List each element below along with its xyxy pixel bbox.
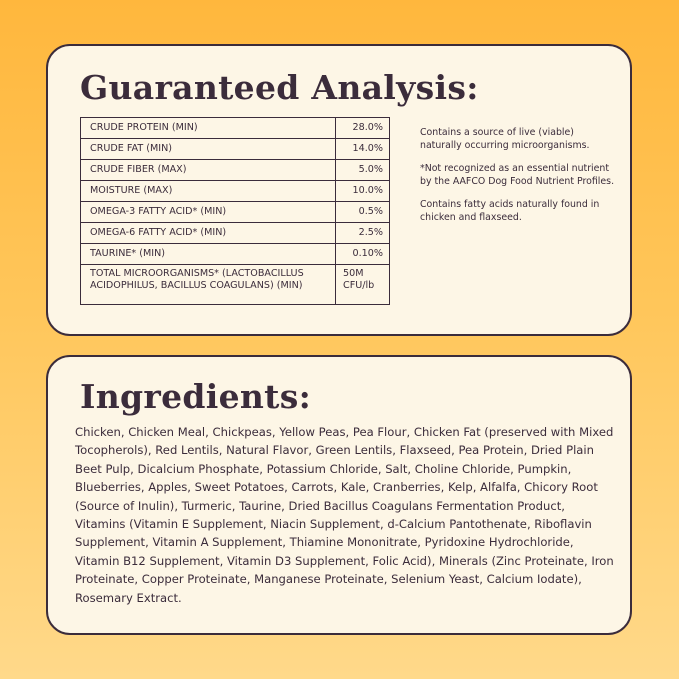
analysis-label: OMEGA-6 FATTY ACID* (MIN) — [81, 223, 336, 244]
guaranteed-analysis-card — [46, 44, 632, 336]
analysis-value: 5.0% — [336, 160, 390, 181]
analysis-value: 0.10% — [336, 244, 390, 265]
guaranteed-analysis-title: Guaranteed Analysis: — [80, 68, 479, 107]
analysis-label: TOTAL MICROORGANISMS* (LACTOBACILLUS ACIDOPHILUS, BACILLUS COAGULANS) (MIN) — [81, 265, 336, 305]
analysis-row-omega-6 — [81, 223, 390, 244]
analysis-value: 50M CFU/lb — [336, 265, 390, 305]
analysis-label: OMEGA-3 FATTY ACID* (MIN) — [81, 202, 336, 223]
analysis-row-omega-3 — [81, 202, 390, 223]
analysis-value: 14.0% — [336, 139, 390, 160]
analysis-row-crude-fat — [81, 139, 390, 160]
analysis-row-crude-fiber — [81, 160, 390, 181]
analysis-value: 10.0% — [336, 181, 390, 202]
analysis-footnotes — [420, 126, 616, 234]
guaranteed-analysis-table — [80, 117, 390, 305]
analysis-row-moisture — [81, 181, 390, 202]
footnote-fatty-acids: Contains fatty acids naturally found in chicken and flaxseed. — [420, 199, 600, 223]
footnote-aafco: *Not recognized as an essential nutrient by the AAFCO Dog Food Nutrient Profiles. — [420, 163, 615, 187]
ingredients-title: Ingredients: — [80, 377, 312, 416]
footnote-live-microorganisms: Contains a source of live (viable) naturally occurring microorganisms. — [420, 127, 590, 151]
analysis-label: CRUDE PROTEIN (MIN) — [81, 118, 336, 139]
analysis-label: TAURINE* (MIN) — [81, 244, 336, 265]
analysis-label: CRUDE FIBER (MAX) — [81, 160, 336, 181]
analysis-value: 0.5% — [336, 202, 390, 223]
analysis-row-crude-protein — [81, 118, 390, 139]
ingredients-list: Chicken, Chicken Meal, Chickpeas, Yellow Peas, Pea Flour, Chicken Fat (preserved with Mixed Tocopherols), Red Lentils, Natural Flavor, Green Lentils, Flaxseed, Pea Protein, Dried Plain Beet Pulp, Dicalcium Phosphate, Potassium Chloride, Salt, Choline Chloride, Pumpkin, Blueberries, Apples, Sweet Potatoes, Carrots, Kale, Cranberries, Kelp, Alfalfa, Chicory Root (Source of Inulin), Turmeric, Taurine, Dried Bacillus Coagulans Fermentation Product, Vitamins (Vitamin E Supplement, Niacin Supplement, d-Calcium Pantothenate, Riboflavin Supplement, Vitamin A Supplement, Thiamine Mononitrate, Pyridoxine Hydrochloride, Vitamin B12 Supplement, Vitamin D3 Supplement, Folic Acid), Minerals (Zinc Proteinate, Iron Proteinate, Copper Proteinate, Manganese Proteinate, Selenium Yeast, Calcium Iodate), Rosemary Extract. — [75, 425, 614, 605]
analysis-row-microorganisms — [81, 265, 390, 305]
analysis-value: 28.0% — [336, 118, 390, 139]
analysis-label: MOISTURE (MAX) — [81, 181, 336, 202]
ingredients-card — [46, 355, 632, 635]
analysis-value: 2.5% — [336, 223, 390, 244]
analysis-row-taurine — [81, 244, 390, 265]
analysis-label: CRUDE FAT (MIN) — [81, 139, 336, 160]
